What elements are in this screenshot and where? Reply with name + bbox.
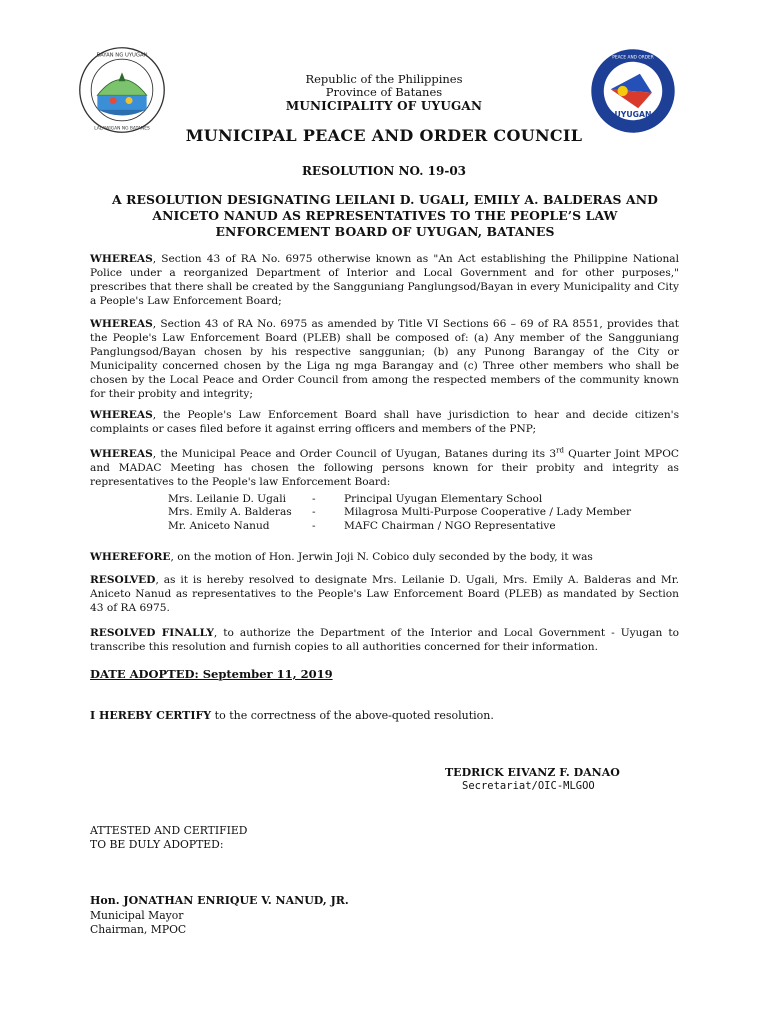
lead-word: WHEREAS [90,409,153,421]
certify-text: to the correctness of the above-quoted resolution. [211,709,494,722]
rep-name: Mrs. Leilanie D. Ugali [168,493,286,505]
rep-name: Mrs. Emily A. Balderas [168,506,292,519]
council-title: MUNICIPAL PEACE AND ORDER COUNCIL [185,126,583,145]
paragraph-text: , Section 43 of RA No. 6975 as amended by Title VI Sections 66 – 69 of RA 8551, provides that the People's Law Enforcement Board (PLEB) shall be composed of: (a) Any member of the Sangguniang Panglungsod/Bayan chosen by his respective sanggunian; (b) any Punong Barangay of the City or Municipality concerned chosen by the Liga ng mga Barangay and (c) Three other members who shall be chosen by the Local Peace and Order Council from among the respected members of the community known for their probity and integrity; [90,318,679,401]
whereas-paragraph-3 [90,408,679,436]
whereas-paragraph-4 [90,447,679,489]
lead-word: WHEREAS [90,318,153,330]
mayor-name: Hon. JONATHAN ENRIQUE V. NANUD, JR. [90,894,349,907]
representatives-list [168,493,631,533]
lead-word: RESOLVED FINALLY [90,627,214,639]
certification-statement [90,709,494,722]
secretary-name: TEDRICK EIVANZ F. DANAO [445,766,620,779]
paragraph-text: , as it is hereby resolved to designate Mrs. Leilanie D. Ugali, Mrs. Emily A. Balderas and Mr. Aniceto Nanud as representatives to the People's Law Enforcement Board (PLEB) as mandated by Section 43 of RA 6975. [90,574,679,615]
paragraph-text: , Section 43 of RA No. 6975 otherwise known as "An Act establishing the Philippine National Police under a reorganized Department of Interior and Local Government and for other purposes," prescribes that there shall be created by the Sangguniang Panglungsod/Bayan in every Municipality and City a People's Law Enforcement Board; [90,253,679,308]
paragraph-text: , the People's Law Enforcement Board shall have jurisdiction to hear and decide citizen's complaints or cases filed before it against erring officers and members of the PNP; [90,409,679,436]
list-item [168,493,631,506]
resolution-title [90,192,680,240]
whereas-paragraph-1 [90,252,679,308]
header-republic: Republic of the Philippines [305,72,463,86]
secretary-title: Secretariat/OIC-MLGOO [462,780,595,792]
rep-name: Mr. Aniceto Nanud [168,519,270,532]
rep-designation: Principal Uyugan Elementary School [344,493,543,505]
lead-word: WHEREAS [90,448,153,460]
list-item [168,506,631,519]
lead-word: RESOLVED [90,574,156,586]
svg-text:UYUGAN: UYUGAN [614,109,652,119]
lead-word: WHEREFORE [90,551,171,563]
attestation [90,824,247,852]
title-line: ENFORCEMENT BOARD OF UYUGAN, BATANES [215,224,555,239]
paragraph-text: , the Municipal Peace and Order Council of Uyugan, Batanes during its 3 [152,448,557,460]
rep-dash: - [312,506,316,519]
rep-designation: MAFC Chairman / NGO Representative [344,519,556,532]
list-item [168,520,631,533]
date-adopted: DATE ADOPTED: September 11, 2019 [90,667,333,681]
header-municipality: MUNICIPALITY OF UYUGAN [285,99,483,113]
paragraph-text: , to authorize the Department of the Interior and Local Government - Uyugan to transcribe this resolution and furnish copies to all authorities concerned for their information. [90,627,680,654]
svg-text:BAYAN NG UYUGAN: BAYAN NG UYUGAN [96,52,148,59]
mayor-chairman: Chairman, MPOC [90,923,187,936]
attest-line: TO BE DULY ADOPTED: [90,838,224,851]
header-province: Province of Batanes [325,85,443,99]
title-line: A RESOLUTION DESIGNATING LEILANI D. UGALI, EMILY A. BALDERAS AND [111,192,658,207]
wherefore-paragraph [90,550,679,564]
document-header [0,73,768,113]
rep-dash: - [312,493,316,505]
resolved-paragraph [90,573,679,615]
svg-text:LALAWIGAN NG BATANES: LALAWIGAN NG BATANES [94,126,150,132]
rep-dash: - [312,519,316,532]
rep-designation: Milagrosa Multi-Purpose Cooperative / Lady Member [344,506,632,519]
paragraph-text: Quarter Joint MPOC and MADAC Meeting has chosen the following persons known for their probity and integrity as representatives to the People's law Enforcement Board: [90,448,679,489]
superscript: rd [556,446,564,455]
lead-word: I HEREBY CERTIFY [90,709,212,722]
resolution-number: RESOLUTION NO. 19-03 [301,164,467,178]
title-line: ANICETO NANUD AS REPRESENTATIVES TO THE PEOPLE’S LAW [152,208,618,223]
paragraph-text: , on the motion of Hon. Jerwin Joji N. Cobico duly seconded by the body, it was [170,551,593,563]
attest-line: ATTESTED AND CERTIFIED [90,824,248,837]
svg-text:PEACE AND ORDER: PEACE AND ORDER [612,55,654,61]
resolved-finally-paragraph [90,626,679,654]
whereas-paragraph-2 [90,317,679,402]
lead-word: WHEREAS [90,253,153,265]
mayor-position: Municipal Mayor [90,909,184,922]
